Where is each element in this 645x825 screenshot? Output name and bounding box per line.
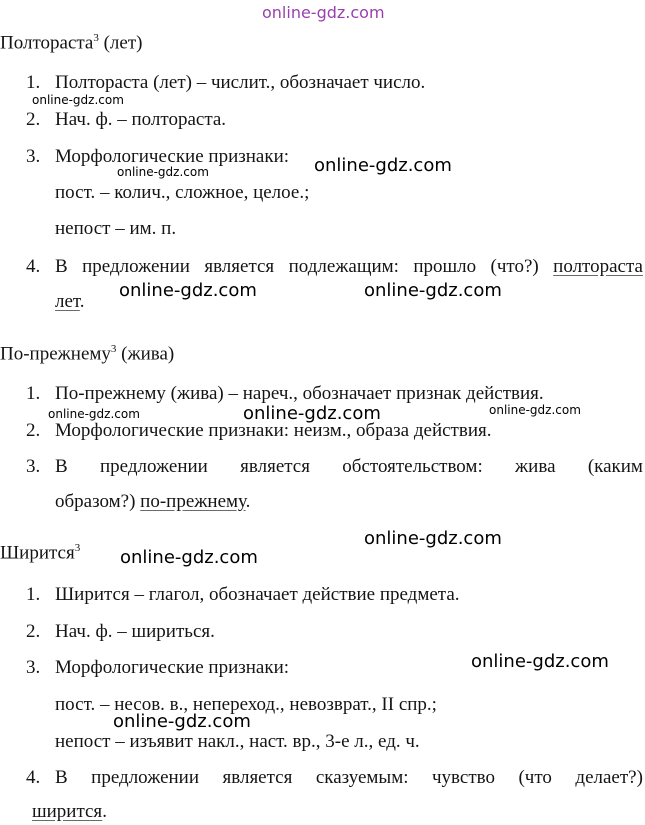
sub-line: пост. – несов. в., непереход., невозврат., II спр.;	[55, 694, 437, 715]
text-before: образом?)	[55, 491, 141, 512]
word: В	[55, 256, 68, 277]
item-number: 3.	[26, 146, 41, 167]
word: сказуемым:	[315, 767, 409, 788]
list-item: Полтораста (лет) – числит., обозначает число.	[55, 72, 426, 93]
list-item: По-прежнему (жива) – нареч., обозначает признак действия.	[55, 383, 544, 404]
list-item: Нач. ф. – полтораста.	[55, 109, 227, 130]
word: предложении	[82, 256, 190, 277]
list-item: Нач. ф. – шириться.	[55, 621, 215, 642]
sub-line: пост. – колич., сложное, целое.;	[55, 182, 310, 203]
watermark: online-gdz.com	[117, 165, 209, 179]
heading-word: Полтораста	[0, 32, 94, 54]
word: является	[240, 456, 310, 477]
item-number: 1.	[26, 383, 41, 404]
word: предложении	[91, 767, 200, 788]
heading-sup: 3	[110, 343, 117, 355]
continuation-line	[32, 801, 107, 823]
underlined-word: по-прежнему	[140, 491, 246, 512]
punct: .	[245, 491, 251, 512]
section-heading-2	[0, 338, 174, 365]
list-item: Ширится – глагол, обозначает действие предмета.	[55, 584, 460, 605]
list-item	[55, 256, 643, 278]
continuation-line	[55, 491, 250, 513]
word: В	[55, 456, 68, 477]
heading-sup: 3	[74, 542, 81, 554]
heading-rest: (жива)	[116, 343, 175, 365]
section-heading-1	[0, 27, 142, 54]
list-item	[55, 456, 643, 478]
watermark: online-gdz.com	[243, 403, 381, 424]
item-number: 4.	[26, 767, 41, 788]
word: (что	[518, 767, 552, 788]
watermark: online-gdz.com	[314, 155, 452, 176]
word: предложении	[100, 456, 208, 477]
watermark: online-gdz.com	[32, 93, 124, 107]
watermark: online-gdz.com	[119, 280, 257, 301]
word: чувство	[432, 767, 495, 788]
section-heading-3	[0, 537, 80, 564]
item-number: 2.	[26, 621, 41, 642]
watermark-top: online-gdz.com	[262, 3, 385, 22]
sub-line: непост – им. п.	[55, 218, 177, 239]
word: (что?)	[490, 256, 539, 277]
list-item	[55, 767, 643, 789]
heading-word: По-прежнему	[0, 343, 111, 365]
heading-word: Ширится	[0, 542, 75, 564]
sub-line: непост – изъявит накл., наст. вр., 3-е л., ед. ч.	[55, 731, 420, 752]
list-item: Морфологические признаки: неизм., образа действия.	[55, 420, 492, 441]
underlined-word: лет	[55, 291, 80, 312]
word: делает?)	[575, 767, 643, 788]
item-number: 3.	[26, 657, 41, 678]
watermark: online-gdz.com	[113, 711, 251, 732]
underlined-word: ширится	[32, 801, 103, 822]
watermark: online-gdz.com	[489, 403, 581, 417]
heading-sup: 3	[93, 32, 99, 44]
word: жива	[515, 456, 556, 477]
word: подлежащим:	[288, 256, 399, 277]
item-number: 1.	[26, 72, 41, 93]
watermark: online-gdz.com	[364, 528, 502, 549]
continuation-line	[55, 291, 85, 313]
item-number: 3.	[26, 456, 41, 477]
watermark: online-gdz.com	[471, 651, 609, 672]
punct: .	[102, 801, 107, 822]
watermark: online-gdz.com	[364, 280, 502, 301]
list-item: Морфологические признаки:	[55, 146, 290, 167]
word: является	[204, 256, 275, 277]
word: В	[55, 767, 68, 788]
heading-rest: (лет)	[98, 32, 143, 54]
watermark: online-gdz.com	[48, 407, 140, 421]
word: прошло	[413, 256, 477, 277]
item-number: 2.	[26, 420, 41, 441]
item-number: 4.	[26, 256, 41, 277]
word: обстоятельством:	[342, 456, 483, 477]
punct: .	[79, 291, 85, 312]
item-number: 2.	[26, 109, 41, 130]
word: является	[222, 767, 293, 788]
underlined-word: полтораста	[553, 256, 643, 277]
list-item: Морфологические признаки:	[55, 657, 290, 678]
watermark: online-gdz.com	[120, 547, 258, 568]
item-number: 1.	[26, 584, 41, 605]
word: (каким	[587, 456, 643, 477]
